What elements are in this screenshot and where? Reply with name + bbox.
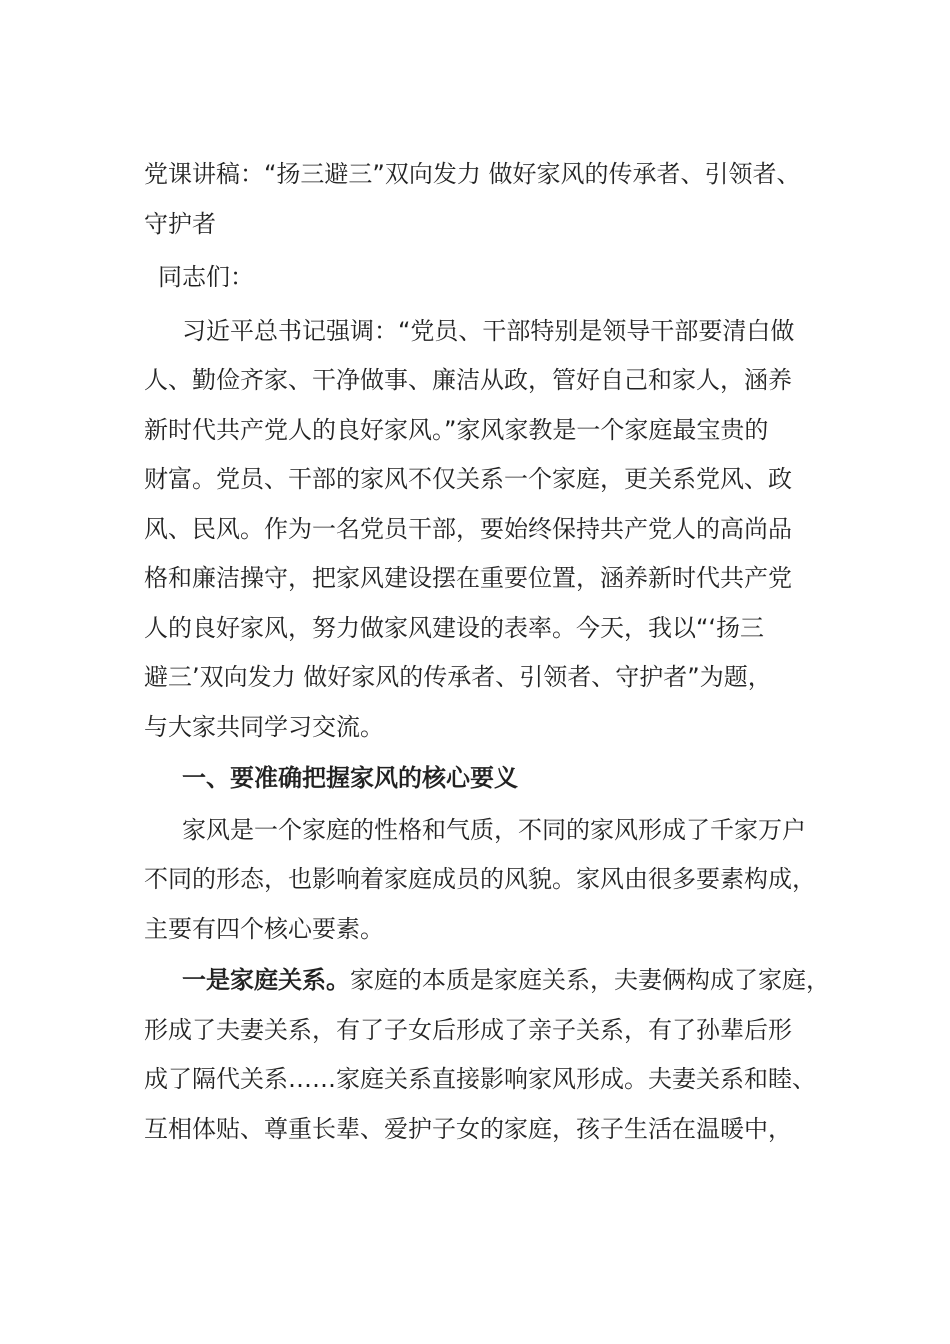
document-title-line-2: 守护者 (144, 209, 216, 238)
intro-line-4: 财富。党员、干部的家风不仅关系一个家庭，更关系党风、政 (144, 465, 792, 493)
document-title-line-1: 党课讲稿：“扬三避三”双向发力 做好家风的传承者、引领者、 (144, 160, 801, 188)
intro-line-9: 与大家共同学习交流。 (144, 712, 384, 741)
point1-line-2: 形成了夫妻关系，有了子女后形成了亲子关系，有了孙辈后形 (144, 1015, 792, 1044)
intro-line-3: 新时代共产党人的良好家风。”家风家教是一个家庭最宝贵的 (144, 415, 769, 444)
section1-line-1: 家风是一个家庭的性格和气质，不同的家风形成了千家万户 (182, 815, 806, 844)
point1-label: 一是家庭关系。 (182, 966, 350, 994)
intro-line-1: 习近平总书记强调：“党员、干部特别是领导干部要清白做 (182, 316, 795, 345)
point1-line-4: 互相体贴、尊重长辈、爱护子女的家庭，孩子生活在温暖中， (144, 1114, 792, 1143)
section1-line-3: 主要有四个核心要素。 (144, 914, 384, 943)
point1-line-3: 成了隔代关系……家庭关系直接影响家风形成。夫妻关系和睦、 (144, 1065, 816, 1093)
document-body (144, 150, 830, 1154)
intro-line-5: 风、民风。作为一名党员干部，要始终保持共产党人的高尚品 (144, 514, 792, 543)
section-heading: 一、要准确把握家风的核心要义 (182, 764, 518, 792)
section1-line-2: 不同的形态，也影响着家庭成员的风貌。家风由很多要素构成， (144, 865, 816, 893)
intro-line-6: 格和廉洁操守，把家风建设摆在重要位置，涵养新时代共产党 (144, 564, 792, 592)
intro-line-7: 人的良好家风，努力做家风建设的表率。今天，我以“‘扬三 (144, 613, 765, 642)
salutation: 同志们： (158, 263, 254, 291)
intro-line-8: 避三’双向发力 做好家风的传承者、引领者、守护者”为题， (144, 663, 772, 691)
point1-line-1 (144, 956, 830, 1006)
point1-first-line-text: 家庭的本质是家庭关系，夫妻俩构成了家庭， (350, 966, 830, 994)
intro-line-2: 人、勤俭齐家、干净做事、廉洁从政，管好自己和家人，涵养 (144, 366, 792, 394)
